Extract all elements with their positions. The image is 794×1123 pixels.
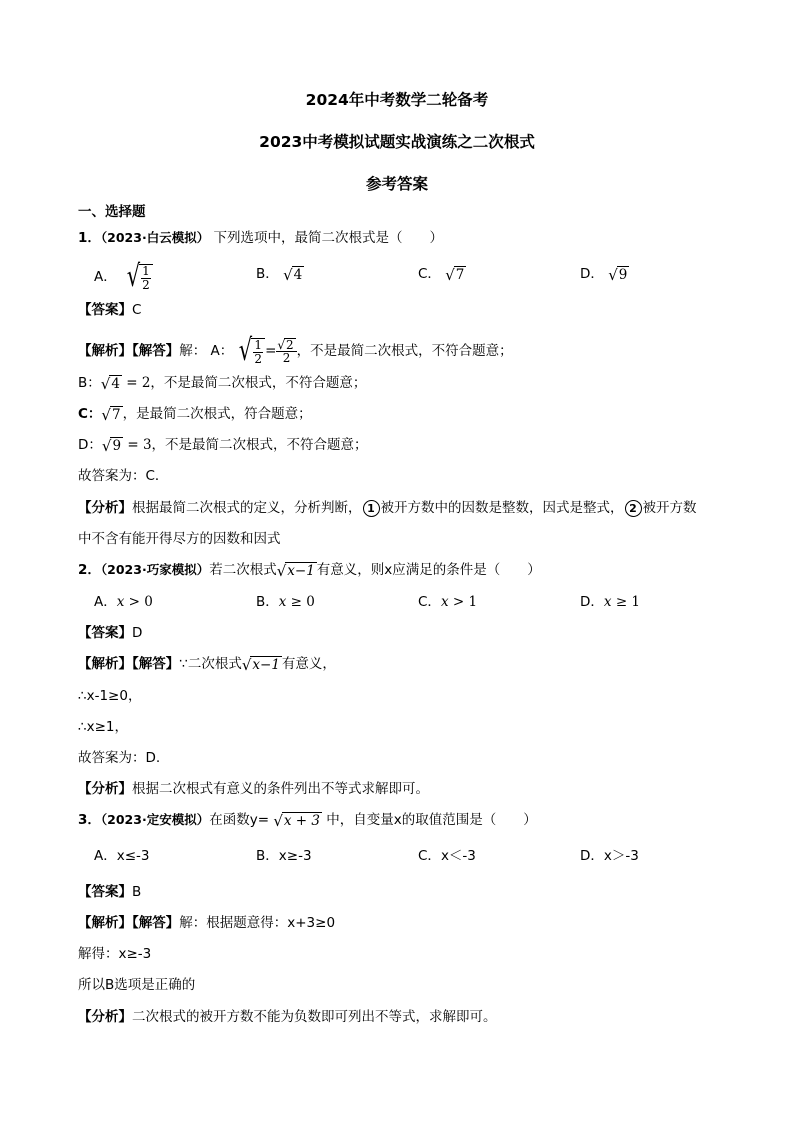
q3-fenxi — [78, 1007, 497, 1027]
q2-option-d — [580, 592, 640, 612]
q1-fenxi — [78, 498, 697, 518]
q2-stem-radical: √ x−1 — [276, 561, 315, 580]
circled-one-icon: 1 — [363, 500, 380, 517]
q1-stem-text: 下列选项中，最简二次根式是（ ） — [213, 230, 443, 246]
q3-answer — [78, 882, 141, 902]
q1-option-b-radical: √ 4 — [283, 265, 303, 284]
q2-analysis-radical: √ x−1 — [241, 655, 280, 674]
q3-stem-pre: 在函数y= — [209, 812, 270, 828]
q1-option-a-label: A． — [94, 269, 117, 285]
q1-number: 1． — [78, 230, 101, 246]
q1-analysis-c-label: C： — [78, 406, 102, 422]
q1-answer — [78, 300, 141, 320]
q3-analysis-text: 解：根据题意得：x+3≥0 — [179, 915, 336, 931]
q1-analysis-a-num: 1 — [254, 338, 263, 352]
q1-answer-value: C — [132, 302, 142, 318]
q1-option-d — [580, 264, 629, 284]
q2-option-b-rel: ≥ 0 — [286, 594, 315, 610]
q3-fenxi-text: 二次根式的被开方数不能为负数即可列出不等式，求解即可。 — [132, 1009, 497, 1025]
q3-option-a-text: x≤-3 — [116, 848, 150, 864]
q2-step2: ∴x≥1， — [78, 719, 128, 735]
q1-analysis-d-radical: √ 9 — [101, 436, 122, 455]
q1-analysis-b — [78, 373, 366, 393]
q2-fenxi-tag: 【分析】 — [78, 781, 132, 797]
q2-conclusion: 故答案为：D. — [78, 750, 161, 766]
q1-stem — [78, 228, 443, 248]
q1-source: （2023·白云模拟） — [100, 230, 210, 245]
q2-analysis-pre: ∵二次根式 — [179, 656, 242, 672]
q1-option-a — [94, 259, 153, 294]
q1-fenxi-part2: 被开方数中的因数是整数，因式是整式， — [380, 500, 624, 516]
q2-option-c — [418, 592, 477, 612]
q2-option-a-label: A． — [94, 594, 117, 610]
q3-source: （2023·定安模拟） — [100, 812, 210, 827]
circled-two-icon: 2 — [625, 500, 642, 517]
q2-option-b-label: B． — [256, 594, 279, 610]
q3-stem — [78, 810, 537, 830]
q1-analysis-b-label: B： — [78, 375, 101, 391]
q3-number: 3． — [78, 812, 101, 828]
q1-analysis-a-radical: √ $\frac{1}{2}$ — [233, 336, 265, 366]
q2-option-c-rel: > 1 — [448, 594, 478, 610]
q1-analysis-a-den: 2 — [254, 352, 263, 366]
q3-stem-radicand: x + 3 — [283, 812, 320, 829]
q1-analysis-c-radicand: 7 — [111, 406, 121, 423]
q3-answer-tag: 【答案】 — [78, 884, 132, 900]
q3-analysis — [78, 913, 335, 933]
q2-option-d-label: D． — [580, 594, 604, 610]
q2-option-d-var: x — [603, 594, 612, 610]
q3-option-d — [580, 846, 639, 866]
q1-analysis-d — [78, 435, 368, 455]
q2-option-a — [94, 592, 153, 612]
q1-option-d-radical: √ 9 — [608, 265, 628, 284]
q1-analysis-a — [78, 333, 513, 368]
q1-option-c-radicand: 7 — [455, 266, 465, 283]
q1-analysis-a-res-num: 2 — [286, 337, 294, 352]
q1-analysis-tag: 【解析】【解答】 — [78, 343, 180, 359]
q2-option-a-var: x — [116, 594, 125, 610]
title-line-1: 2024年中考数学二轮备考 — [305, 91, 489, 109]
q1-analysis-a-label: A： — [210, 343, 234, 359]
q1-option-c — [418, 264, 466, 284]
q3-option-a-label: A． — [94, 848, 117, 864]
q1-analysis-intro: 解： — [179, 343, 207, 359]
title-line-3: 参考答案 — [365, 175, 428, 193]
section-heading: 一、选择题 — [78, 204, 146, 220]
q3-fenxi-tag: 【分析】 — [78, 1009, 132, 1025]
q3-option-c-label: C． — [418, 848, 441, 864]
q2-option-c-label: C． — [418, 594, 441, 610]
q1-option-c-radical: √ 7 — [445, 265, 465, 284]
q1-analysis-d-label: D： — [78, 437, 102, 453]
q3-analysis-tag: 【解析】【解答】 — [78, 915, 180, 931]
q2-option-c-var: x — [440, 594, 449, 610]
q1-fenxi-part1: 根据最简二次根式的定义，分析判断， — [132, 500, 362, 516]
q3-option-c-text: x＜-3 — [440, 848, 476, 864]
q1-fenxi-line2: 中不含有能开得尽方的因数和因式 — [78, 531, 281, 547]
q3-option-a — [94, 846, 150, 866]
q3-step2: 所以B选项是正确的 — [78, 977, 196, 993]
q1-option-c-label: C． — [418, 266, 441, 282]
q1-analysis-b-eq: = 2 — [121, 375, 151, 391]
q3-option-b — [256, 846, 312, 866]
q2-answer-value: D — [132, 625, 143, 641]
q1-analysis-a-eq: = — [265, 343, 277, 359]
q3-stem-radical: √ x + 3 — [273, 811, 320, 830]
q2-stem-radicand: x−1 — [287, 562, 315, 579]
q1-analysis-d-eq: = 3 — [123, 437, 152, 453]
q1-option-b-label: B． — [256, 266, 279, 282]
q2-stem-post: 有意义，则x应满足的条件是（ ） — [316, 562, 541, 578]
q1-answer-tag: 【答案】 — [78, 302, 132, 318]
q2-option-d-rel: ≥ 1 — [611, 594, 641, 610]
q1-analysis-d-text: ，不是最简二次根式，不符合题意； — [151, 437, 368, 453]
q2-source: （2023·巧家模拟） — [100, 562, 210, 577]
q2-step1: ∴x-1≥0， — [78, 688, 142, 704]
q1-analysis-d-radicand: 9 — [112, 437, 122, 454]
q1-option-d-radicand: 9 — [618, 266, 628, 283]
q2-analysis-radicand: x−1 — [252, 656, 280, 673]
q2-fenxi-text: 根据二次根式有意义的条件列出不等式求解即可。 — [132, 781, 429, 797]
q2-option-a-rel: > 0 — [124, 594, 153, 610]
q2-stem — [78, 560, 541, 580]
q1-analysis-b-radical: √ 4 — [100, 374, 120, 393]
q2-option-b-var: x — [278, 594, 287, 610]
q2-stem-pre: 若二次根式 — [209, 562, 277, 578]
q1-analysis-c — [78, 404, 312, 424]
q2-analysis — [78, 654, 336, 674]
q3-option-b-label: B． — [256, 848, 279, 864]
q1-analysis-a-text: ，不是最简二次根式，不符合题意； — [296, 343, 513, 359]
q3-option-c — [418, 846, 476, 866]
q2-number: 2． — [78, 562, 101, 578]
q1-analysis-a-res-den: 2 — [282, 350, 291, 365]
q1-analysis-c-text: ，是最简二次根式，符合题意； — [122, 406, 312, 422]
q2-answer — [78, 623, 142, 643]
q1-option-a-num: 1 — [142, 264, 150, 278]
q3-answer-value: B — [132, 884, 142, 900]
q1-analysis-a-result: √ 2 2 — [276, 338, 296, 365]
q1-fenxi-tag: 【分析】 — [78, 500, 132, 516]
q3-step1: 解得：x≥-3 — [78, 946, 152, 962]
q2-analysis-tag: 【解析】【解答】 — [78, 656, 180, 672]
q1-fenxi-part3: 被开方数 — [642, 500, 697, 516]
q3-option-b-text: x≥-3 — [278, 848, 312, 864]
q2-option-b — [256, 592, 315, 612]
q1-conclusion: 故答案为：C． — [78, 468, 169, 484]
q3-option-d-label: D． — [580, 848, 604, 864]
title-line-2: 2023中考模拟试题实战演练之二次根式 — [259, 133, 535, 151]
q1-analysis-b-text: ，不是最简二次根式，不符合题意； — [150, 375, 367, 391]
q3-option-d-text: x＞-3 — [603, 848, 639, 864]
q1-option-b-radicand: 4 — [293, 266, 303, 283]
q2-analysis-post: 有意义， — [281, 656, 336, 672]
q2-answer-tag: 【答案】 — [78, 625, 132, 641]
q1-option-d-label: D． — [580, 266, 604, 282]
q1-option-a-radical: √ $\frac{1}{2}$ — [121, 262, 153, 292]
q1-analysis-c-radical: √ 7 — [101, 405, 121, 424]
q2-fenxi — [78, 779, 429, 799]
q1-analysis-b-radicand: 4 — [111, 375, 120, 392]
q1-option-b — [256, 264, 304, 284]
q3-stem-post: 中，自变量x的取值范围是（ ） — [326, 812, 537, 828]
q1-option-a-den: 2 — [142, 278, 150, 292]
